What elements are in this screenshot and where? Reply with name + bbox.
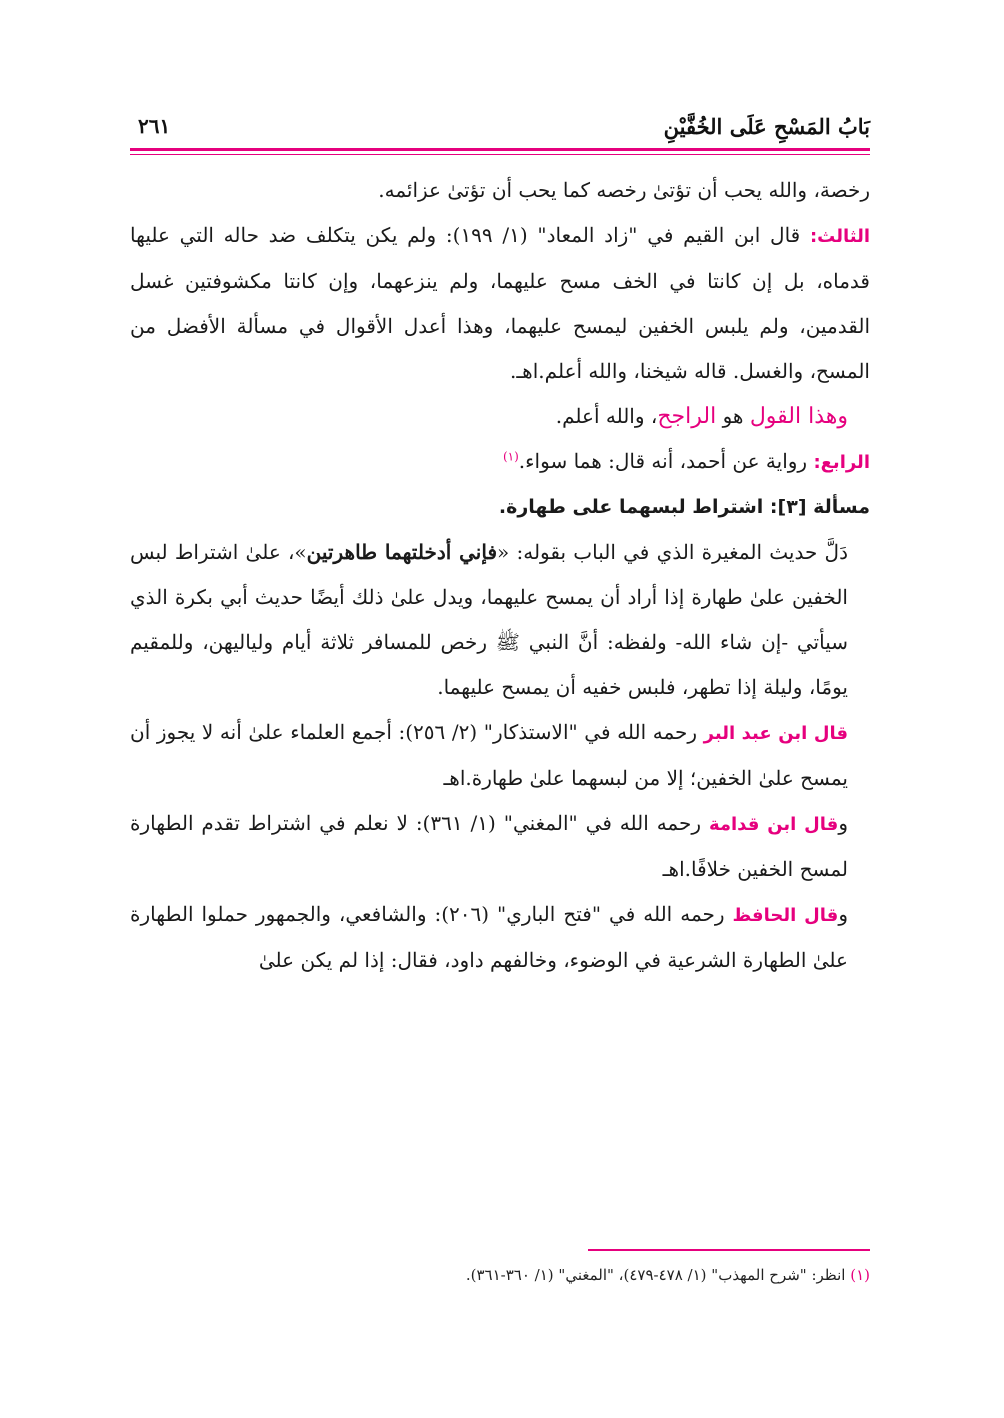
prefix-and-2: و (838, 902, 848, 926)
prefix-and: و (838, 811, 848, 835)
page-number: ٢٦١ (138, 114, 171, 138)
header-rule-thin (130, 154, 870, 155)
label-third: الثالث: (809, 226, 870, 247)
label-fourth: الرابع: (813, 452, 870, 473)
footnote-number: (١) (850, 1266, 870, 1284)
footnote-ref[interactable]: (١) (502, 449, 519, 464)
paragraph-al-hafiz-text: رحمه الله في "فتح الباري" (٢٠٦): والشافعي، والجمهور حملوا الطهارة علىٰ الطهارة الشرعية في الوضوء، وخالفهم داود، فقال: إذا لم يكن علىٰ (130, 902, 848, 972)
callout-connector: هو (716, 404, 750, 428)
body-text (130, 168, 870, 983)
paragraph-preferred (130, 394, 870, 439)
paragraph-1: رخصة، والله يحب أن تؤتىٰ رخصه كما يحب أن تؤتىٰ عزائمه. (378, 178, 870, 202)
paragraph-fourth-opinion (130, 439, 870, 485)
paragraph-ibn-abd-al-barr (130, 710, 870, 801)
paragraph-fourth-text: رواية عن أحمد، أنه قال: هما سواء. (518, 449, 814, 473)
paragraph-third-opinion (130, 213, 870, 394)
paragraph-hadith-rest: »، علىٰ اشتراط لبس الخفين علىٰ طهارة إذا أراد أن يمسح عليهما، ويدل علىٰ ذلك أيضًا حديث أبي بكرة الذي سيأتي -إن شاء الله- ولفظه: أنَّ النبي ﷺ رخص للمسافر ثلاثة أيام ولياليهن، وللمقيم يومًا، وليلة إذا تطهر، فلبس خفيه أن يمسح عليهما. (130, 540, 848, 699)
callout-this-opinion: وهذا القول (749, 404, 848, 429)
callout-preferred: الراجح (657, 404, 717, 429)
paragraph-ibn-qudama-text: رحمه الله في "المغني" (١/ ٣٦١): لا نعلم في اشتراط تقدم الطهارة لمسح الخفين خلافًا.اهـ (130, 811, 848, 881)
page-header (130, 108, 870, 148)
label-ibn-qudama: قال ابن قدامة (708, 814, 839, 835)
paragraph-hadith (130, 530, 870, 710)
paragraph-ibn-qudama (130, 801, 870, 892)
hadith-quote: فإني أدخلتهما طاهرتين (306, 540, 498, 564)
callout-ending: ، والله أعلم. (555, 404, 658, 428)
paragraph-al-hafiz (130, 892, 870, 983)
header-rule (130, 148, 870, 151)
chapter-title: بَابُ المَسْحِ عَلَى الخُفَّيْنِ (663, 114, 870, 139)
footnote (130, 1266, 870, 1284)
issue-heading: مسألة [٣]: اشتراط لبسهما على طهارة. (498, 496, 870, 518)
label-ibn-abd-al-barr: قال ابن عبد البر (703, 723, 848, 744)
label-al-hafiz: قال الحافظ (732, 905, 839, 926)
paragraph-third-text: قال ابن القيم في "زاد المعاد" (١/ ١٩٩): ولم يكن يتكلف ضد حاله التي عليها قدماه، بل إن كانتا في الخف مسح عليهما، ولم ينزعهما، وإن كانتا مكشوفتين غسل القدمين، ولم يلبس الخفين ليمسح عليهما، وهذا أعدل الأقوال في مسألة الأفضل من المسح، والغسل. قاله شيخنا، والله أعلم.اهـ. (130, 223, 870, 383)
footnote-text: انظر: "شرح المهذب" (١/ ٤٧٨-٤٧٩)، "المغني" (١/ ٣٦٠-٣٦١). (465, 1266, 851, 1284)
paragraph-hadith-start: دَلَّ حديث المغيرة الذي في الباب بقوله: « (497, 540, 848, 564)
footnote-rule (588, 1249, 870, 1251)
paragraph-ibn-abd-al-barr-text: رحمه الله في "الاستذكار" (٢/ ٢٥٦): أجمع العلماء علىٰ أنه لا يجوز أن يمسح علىٰ الخفين؛ إلا من لبسهما علىٰ طهارة.اهـ (130, 720, 848, 790)
